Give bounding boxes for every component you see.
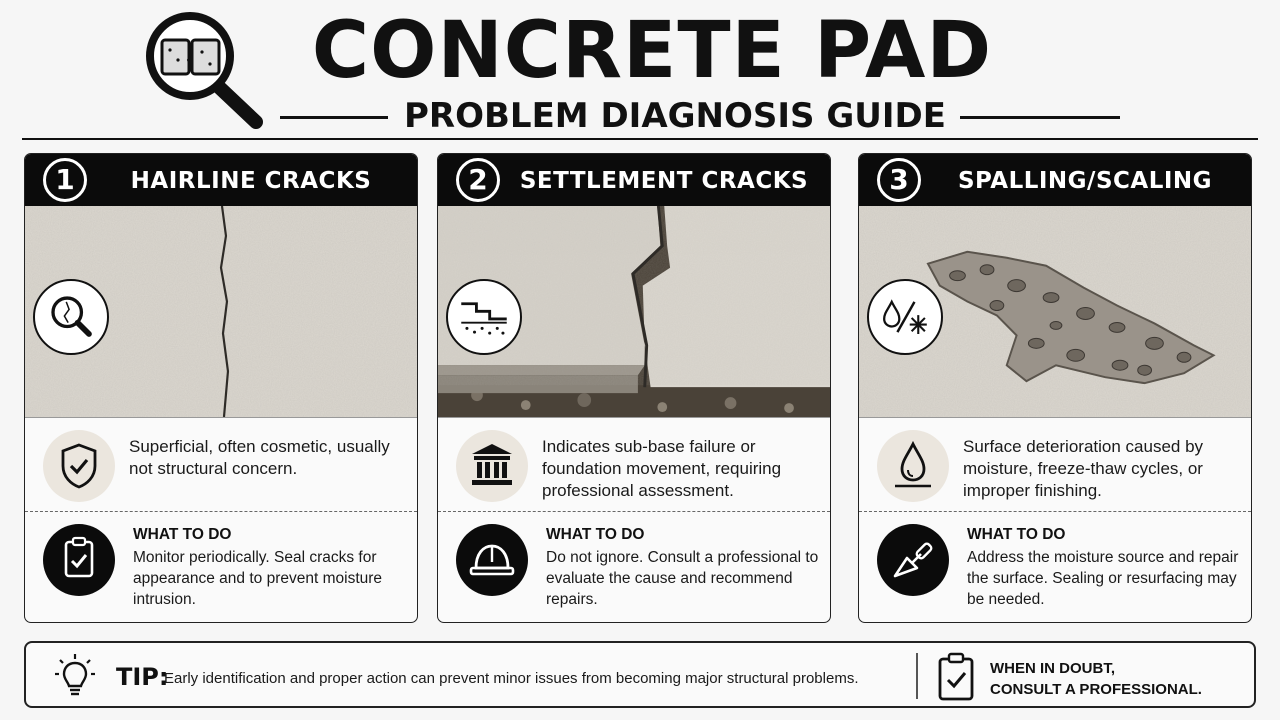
- tip-label: TIP:: [116, 663, 169, 691]
- card-spalling-scaling: [858, 153, 1252, 623]
- section-divider: [25, 511, 417, 512]
- card-description: Surface deterioration caused by moisture, freeze-thaw cycles, or improper finishing.: [963, 437, 1204, 500]
- shield-check-icon: [43, 430, 115, 502]
- card-number: 3: [877, 158, 921, 202]
- page-title: CONCRETE PAD: [311, 6, 993, 96]
- water-drop-icon: [877, 430, 949, 502]
- card-title: SPALLING/SCALING: [957, 168, 1213, 194]
- subtitle-rule-right: [960, 116, 1120, 119]
- card-header: [25, 154, 417, 206]
- card-description: Superficial, often cosmetic, usually not structural concern.: [129, 437, 390, 478]
- todo-text: Address the moisture source and repair the surface. Sealing or resurfacing may be needed.: [967, 549, 1239, 608]
- card-title: SETTLEMENT CRACKS: [519, 168, 809, 194]
- card-description: Indicates sub-base failure or foundation movement, requiring professional assessment.: [542, 437, 782, 500]
- card-settlement-cracks: [437, 153, 831, 623]
- tip-banner: [24, 641, 1256, 708]
- moisture-freeze-icon: [867, 279, 943, 355]
- consult-note-line1: WHEN IN DOUBT,: [990, 660, 1115, 677]
- card-number: 2: [456, 158, 500, 202]
- card-hairline-cracks: [24, 153, 418, 623]
- page-subtitle: PROBLEM DIAGNOSIS GUIDE: [403, 96, 946, 136]
- clipboard-check-icon: [43, 524, 115, 596]
- magnifier-crack-icon: [33, 279, 109, 355]
- trowel-icon: [877, 524, 949, 596]
- todo-heading: WHAT TO DO: [133, 526, 232, 543]
- footer-divider: [916, 653, 918, 699]
- section-divider: [438, 511, 830, 512]
- card-number: 1: [43, 158, 87, 202]
- header: [0, 0, 1280, 140]
- section-divider: [859, 511, 1251, 512]
- lightbulb-icon: [54, 653, 96, 699]
- card-header: [859, 154, 1251, 206]
- card-header: [438, 154, 830, 206]
- todo-heading: WHAT TO DO: [967, 526, 1066, 543]
- hard-hat-icon: [456, 524, 528, 596]
- magnifier-concrete-block-icon: [140, 8, 270, 132]
- todo-text: Do not ignore. Consult a professional to evaluate the cause and recommend repairs.: [546, 549, 819, 608]
- foundation-pillars-icon: [456, 430, 528, 502]
- consult-note-line2: CONSULT A PROFESSIONAL.: [990, 681, 1202, 698]
- card-title: HAIRLINE CRACKS: [130, 168, 372, 194]
- todo-text: Monitor periodically. Seal cracks for appearance and to prevent moisture intrusion.: [133, 549, 383, 608]
- settlement-steps-icon: [446, 279, 522, 355]
- header-divider: [22, 138, 1258, 140]
- consult-note: [990, 658, 1202, 700]
- clipboard-check-icon: [936, 651, 976, 701]
- subtitle-rule-left: [280, 116, 388, 119]
- tip-text: Early identification and proper action can prevent minor issues from becoming major structural problems.: [164, 670, 859, 687]
- todo-heading: WHAT TO DO: [546, 526, 645, 543]
